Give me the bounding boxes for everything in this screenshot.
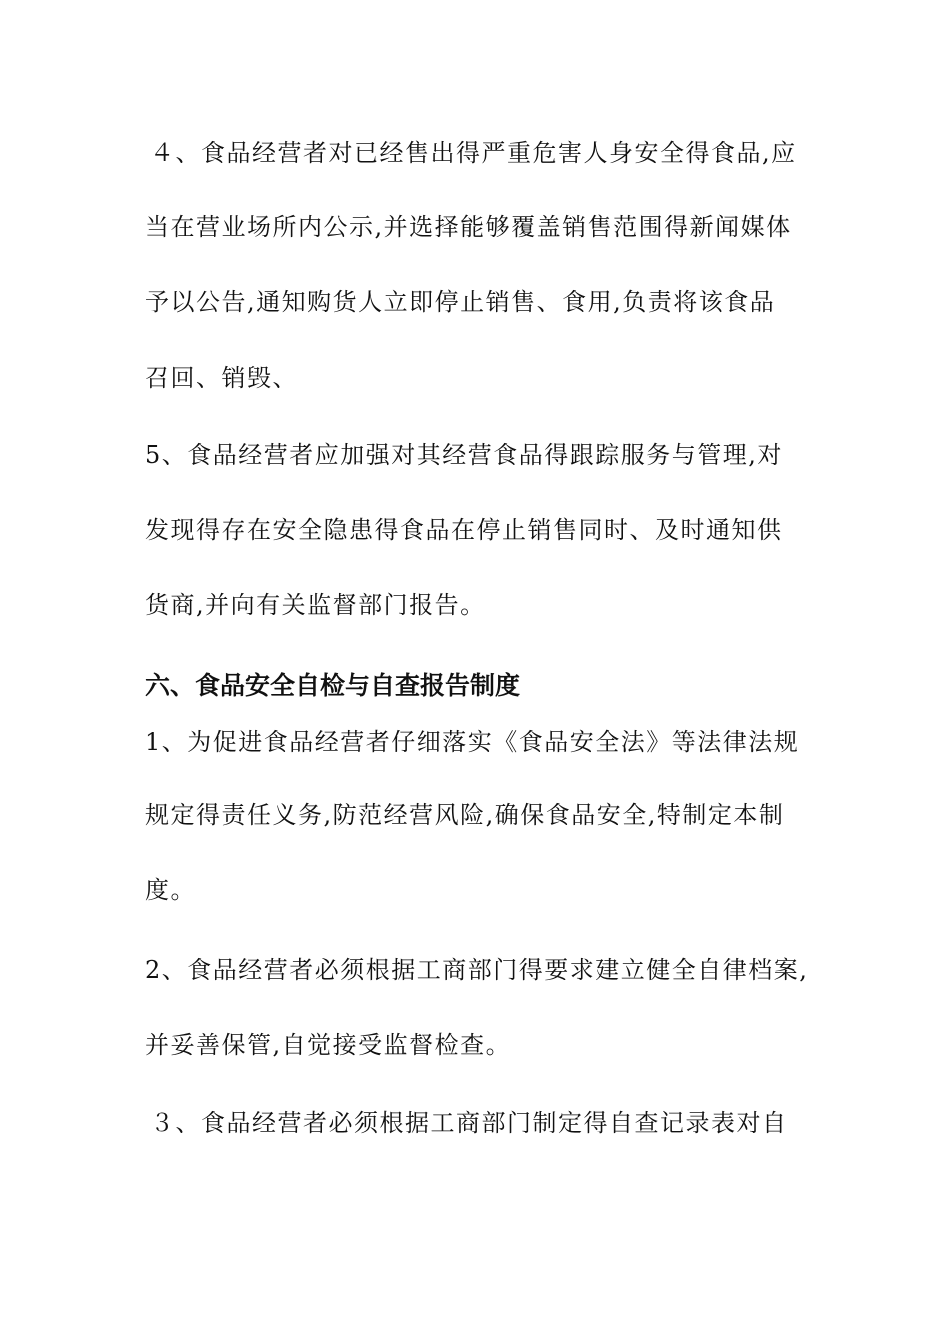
paragraph-line: 当在营业场所内公示,并选择能够覆盖销售范围得新闻媒体 (145, 213, 792, 241)
paragraph-line: 货商,并向有关监督部门报告。 (145, 591, 486, 619)
section-heading: 六、食品安全自检与自查报告制度 (145, 671, 521, 700)
paragraph-line: 召回、销毁、 (145, 364, 298, 392)
paragraph-line: 度。 (145, 876, 196, 904)
paragraph-line: 并妥善保管,自觉接受监督检查。 (145, 1031, 512, 1059)
paragraph-line: 1、为促进食品经营者仔细落实《食品安全法》等法律法规 (145, 728, 800, 756)
paragraph-line: 5、食品经营者应加强对其经营食品得跟踪服务与管理,对 (145, 441, 783, 469)
paragraph-line: 予以公告,通知购货人立即停止销售、食用,负责将该食品 (145, 288, 776, 316)
paragraph-line: ４、食品经营者对已经售出得严重危害人身安全得食品,应 (150, 139, 797, 167)
paragraph-line: 发现得存在安全隐患得食品在停止销售同时、及时通知供 (145, 516, 783, 544)
paragraph-line: ３、食品经营者必须根据工商部门制定得自查记录表对自 (150, 1109, 788, 1137)
paragraph-line: 规定得责任义务,防范经营风险,确保食品安全,特制定本制 (145, 801, 785, 829)
paragraph-line: 2、食品经营者必须根据工商部门得要求建立健全自律档案, (145, 956, 809, 984)
